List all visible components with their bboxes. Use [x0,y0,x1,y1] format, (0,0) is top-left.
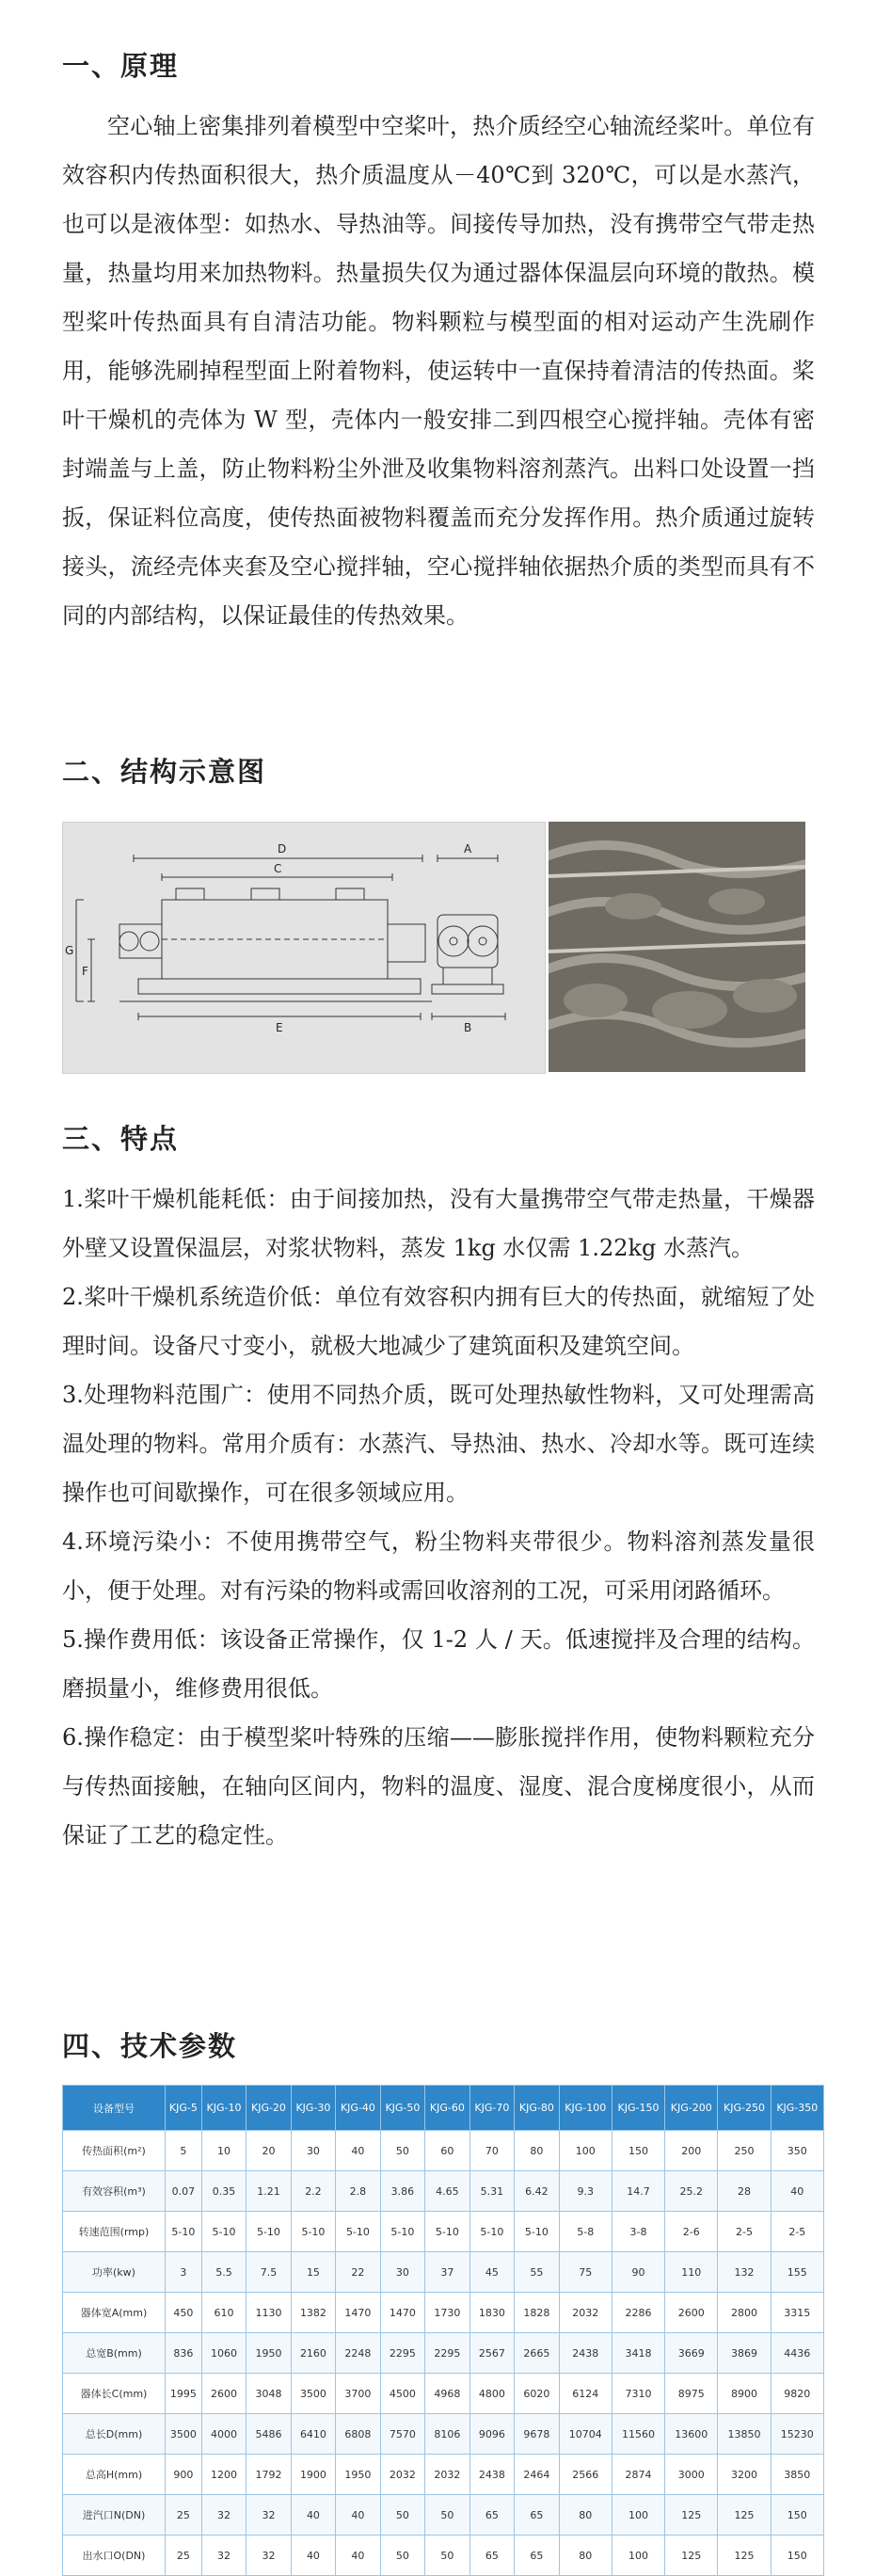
spec-cell: 4000 [201,2414,246,2455]
spec-cell: 5-10 [515,2212,559,2252]
spec-cell: 6410 [291,2414,335,2455]
spec-cell: 3 [166,2252,202,2293]
table-row [63,2455,824,2495]
spec-cell: 7310 [612,2374,664,2414]
structure-diagram [62,822,546,1074]
spec-row-label: 总长D(mm) [63,2414,166,2455]
spec-cell: 2032 [559,2293,612,2333]
spec-cell: 2566 [559,2455,612,2495]
spec-cell: 30 [380,2252,424,2293]
table-row [63,2495,824,2536]
spec-cell: 2464 [515,2455,559,2495]
spec-cell: 5 [166,2131,202,2171]
spec-cell: 40 [336,2495,380,2536]
spec-cell: 4500 [380,2374,424,2414]
spec-cell: 3000 [665,2455,718,2495]
spec-row-label: 转速范围(rmp) [63,2212,166,2252]
spec-cell: 3418 [612,2333,664,2374]
spec-cell: 2600 [665,2293,718,2333]
spec-cell: 1130 [247,2293,291,2333]
table-row [63,2171,824,2212]
spec-cell: 132 [718,2252,771,2293]
spec-cell: 45 [469,2252,514,2293]
spec-cell: 125 [718,2495,771,2536]
spec-cell: 55 [515,2252,559,2293]
spec-cell: 3048 [247,2374,291,2414]
section-title-principle: 一、原理 [62,50,180,82]
spec-cell: 2600 [201,2374,246,2414]
table-row [63,2374,824,2414]
spec-cell: 2032 [380,2455,424,2495]
spec-cell: 125 [718,2536,771,2576]
spec-row-label: 传热面积(m²) [63,2131,166,2171]
spec-cell: 1995 [166,2374,202,2414]
spec-header-model: KJG-30 [291,2086,335,2131]
spec-header-model: KJG-200 [665,2086,718,2131]
spec-cell: 3700 [336,2374,380,2414]
spec-cell: 30 [291,2131,335,2171]
spec-cell: 2438 [469,2455,514,2495]
spec-cell: 250 [718,2131,771,2171]
spec-cell: 40 [291,2536,335,2576]
spec-header-model: KJG-250 [718,2086,771,2131]
spec-cell: 100 [612,2495,664,2536]
spec-cell: 4.65 [425,2171,469,2212]
spec-cell: 2.8 [336,2171,380,2212]
spec-cell: 15230 [771,2414,823,2455]
spec-cell: 1470 [336,2293,380,2333]
spec-cell: 155 [771,2252,823,2293]
spec-cell: 32 [201,2536,246,2576]
spec-cell: 10704 [559,2414,612,2455]
section-title-features: 三、特点 [62,1123,180,1155]
spec-cell: 5.31 [469,2171,514,2212]
spec-cell: 2.2 [291,2171,335,2212]
spec-cell: 610 [201,2293,246,2333]
spec-cell: 2248 [336,2333,380,2374]
spec-cell: 0.35 [201,2171,246,2212]
spec-cell: 5-10 [247,2212,291,2252]
spec-cell: 125 [665,2536,718,2576]
spec-cell: 0.07 [166,2171,202,2212]
spec-cell: 50 [380,2536,424,2576]
spec-cell: 1.21 [247,2171,291,2212]
spec-cell: 6020 [515,2374,559,2414]
spec-cell: 4436 [771,2333,823,2374]
spec-cell: 50 [380,2495,424,2536]
dryer-schematic [63,823,545,1073]
spec-cell: 4968 [425,2374,469,2414]
spec-row-label: 器体宽A(mm) [63,2293,166,2333]
spec-cell: 65 [515,2495,559,2536]
feature-item: 1.桨叶干燥机能耗低：由于间接加热，没有大量携带空气带走热量，干燥器外壁又设置保温层，对浆状物料，蒸发 1kg 水仅需 1.22kg 水蒸汽。 [62,1186,815,1261]
spec-cell: 8106 [425,2414,469,2455]
spec-row-label: 出水口O(DN) [63,2536,166,2576]
spec-cell: 9678 [515,2414,559,2455]
spec-cell: 7.5 [247,2252,291,2293]
table-row [63,2414,824,2455]
spec-cell: 25 [166,2536,202,2576]
spec-cell: 125 [665,2495,718,2536]
spec-cell: 6.42 [515,2171,559,2212]
spec-cell: 3500 [166,2414,202,2455]
dim-label-e: E [276,1021,283,1034]
spec-cell: 3500 [291,2374,335,2414]
spec-cell: 9.3 [559,2171,612,2212]
spec-cell: 5.5 [201,2252,246,2293]
spec-header-label: 设备型号 [63,2086,166,2131]
section-title-specs: 四、技术参数 [62,2030,238,2062]
spec-cell: 350 [771,2131,823,2171]
spec-cell: 5-10 [291,2212,335,2252]
spec-cell: 1828 [515,2293,559,2333]
spec-cell: 1830 [469,2293,514,2333]
spec-header-model: KJG-10 [201,2086,246,2131]
feature-item: 4.环境污染小：不使用携带空气，粉尘物料夹带很少。物料溶剂蒸发量很小，便于处理。对有污染的物料或需回收溶剂的工况，可采用闭路循环。 [62,1528,815,1604]
spec-cell: 22 [336,2252,380,2293]
dim-label-c: C [274,862,282,875]
spec-cell: 1200 [201,2455,246,2495]
spec-table-header [63,2086,824,2131]
spec-cell: 7570 [380,2414,424,2455]
spec-row-label: 有效容积(m³) [63,2171,166,2212]
table-row [63,2131,824,2171]
spec-cell: 40 [336,2536,380,2576]
spec-cell: 450 [166,2293,202,2333]
spec-cell: 110 [665,2252,718,2293]
spec-cell: 100 [559,2131,612,2171]
spec-header-model: KJG-50 [380,2086,424,2131]
dim-label-f: F [82,965,88,978]
spec-cell: 40 [336,2131,380,2171]
spec-cell: 28 [718,2171,771,2212]
spec-cell: 5-10 [201,2212,246,2252]
dim-label-g: G [65,944,74,957]
spec-header-model: KJG-100 [559,2086,612,2131]
spec-cell: 6808 [336,2414,380,2455]
spec-cell: 4800 [469,2374,514,2414]
spec-row-label: 功率(kw) [63,2252,166,2293]
dim-label-a: A [464,842,472,856]
spec-cell: 2286 [612,2293,664,2333]
spec-cell: 5486 [247,2414,291,2455]
spec-header-model: KJG-20 [247,2086,291,2131]
spec-cell: 3869 [718,2333,771,2374]
spec-header-model: KJG-70 [469,2086,514,2131]
spec-cell: 5-10 [336,2212,380,2252]
spec-cell: 2-6 [665,2212,718,2252]
spec-cell: 65 [469,2536,514,2576]
spec-cell: 25.2 [665,2171,718,2212]
table-row [63,2293,824,2333]
spec-row-label: 进汽口N(DN) [63,2495,166,2536]
paddle-shaft-image [549,822,805,1072]
spec-cell: 150 [612,2131,664,2171]
dim-label-b: B [464,1021,472,1034]
spec-cell: 1950 [336,2455,380,2495]
spec-cell: 3.86 [380,2171,424,2212]
spec-cell: 13600 [665,2414,718,2455]
spec-cell: 32 [201,2495,246,2536]
spec-cell: 5-10 [425,2212,469,2252]
spec-cell: 80 [559,2495,612,2536]
feature-item: 2.桨叶干燥机系统造价低：单位有效容积内拥有巨大的传热面，就缩短了处理时间。设备尺寸变小，就极大地减少了建筑面积及建筑空间。 [62,1284,815,1359]
spec-header-model: KJG-150 [612,2086,664,2131]
spec-cell: 150 [771,2495,823,2536]
spec-cell: 2160 [291,2333,335,2374]
spec-header-model: KJG-80 [515,2086,559,2131]
spec-cell: 3850 [771,2455,823,2495]
spec-cell: 2874 [612,2455,664,2495]
spec-cell: 65 [469,2495,514,2536]
spec-cell: 900 [166,2455,202,2495]
section-title-structure: 二、结构示意图 [62,756,267,788]
feature-item: 5.操作费用低：该设备正常操作，仅 1-2 人 / 天。低速搅拌及合理的结构。磨损量小，维修费用很低。 [62,1626,815,1702]
spec-cell: 70 [469,2131,514,2171]
spec-cell: 1900 [291,2455,335,2495]
spec-cell: 10 [201,2131,246,2171]
feature-item: 3.处理物料范围广：使用不同热介质，既可处理热敏性物料，又可处理需高温处理的物料。常用介质有：水蒸汽、导热油、热水、冷却水等。既可连续操作也可间歇操作，可在很多领域应用。 [62,1382,815,1506]
spec-cell: 3-8 [612,2212,664,2252]
spec-cell: 1730 [425,2293,469,2333]
spec-cell: 3669 [665,2333,718,2374]
spec-cell: 50 [380,2131,424,2171]
spec-cell: 1792 [247,2455,291,2495]
spec-cell: 5-10 [166,2212,202,2252]
spec-cell: 2032 [425,2455,469,2495]
spec-cell: 5-8 [559,2212,612,2252]
table-row [63,2252,824,2293]
spec-cell: 5-10 [380,2212,424,2252]
spec-header-model: KJG-5 [166,2086,202,2131]
spec-cell: 3315 [771,2293,823,2333]
spec-header-model: KJG-60 [425,2086,469,2131]
spec-cell: 37 [425,2252,469,2293]
spec-cell: 3200 [718,2455,771,2495]
spec-row-label: 器体长C(mm) [63,2374,166,2414]
spec-cell: 80 [515,2131,559,2171]
spec-cell: 65 [515,2536,559,2576]
spec-cell: 40 [291,2495,335,2536]
spec-cell: 200 [665,2131,718,2171]
spec-cell: 90 [612,2252,664,2293]
spec-cell: 2-5 [771,2212,823,2252]
spec-cell: 1950 [247,2333,291,2374]
spec-cell: 2-5 [718,2212,771,2252]
dim-label-d: D [278,842,287,856]
spec-cell: 75 [559,2252,612,2293]
spec-cell: 11560 [612,2414,664,2455]
spec-cell: 5-10 [469,2212,514,2252]
spec-cell: 13850 [718,2414,771,2455]
spec-cell: 8900 [718,2374,771,2414]
spec-cell: 100 [612,2536,664,2576]
spec-cell: 2438 [559,2333,612,2374]
table-row [63,2212,824,2252]
spec-header-model: KJG-40 [336,2086,380,2131]
principle-paragraph: 空心轴上密集排列着模型中空桨叶，热介质经空心轴流经桨叶。单位有效容积内传热面积很大，热介质温度从－40℃到 320℃，可以是水蒸汽，也可以是液体型：如热水、导热油等。间接传导加热，没有携带空气带走热量，热量均用来加热物料。热量损失仅为通过器体保温层向环境的散热。模型桨叶传热面具有自清洁功能。物料颗粒与模型面的相对运动产生洗刷作用，能够洗刷掉程型面上附着物料，使运转中一直保持着清洁的传热面。桨叶干燥机的壳体为 W 型，壳体内一般安排二到四根空心搅拌轴。壳体有密封端盖与上盖，防止物料粉尘外泄及收集物料溶剂蒸汽。出料口处设置一挡扳，保证料位高度，使传热面被物料覆盖而充分发挥作用。热介质通过旋转接头，流经壳体夹套及空心搅拌轴，空心搅拌轴依据热介质的类型而具有不同的内部结构，以保证最佳的传热效果。 [62,113,815,629]
spec-cell: 40 [771,2171,823,2212]
spec-cell: 8975 [665,2374,718,2414]
spec-cell: 2295 [425,2333,469,2374]
table-row [63,2333,824,2374]
spec-cell: 15 [291,2252,335,2293]
spec-row-label: 总宽B(mm) [63,2333,166,2374]
spec-header-model: KJG-350 [771,2086,823,2131]
spec-cell: 6124 [559,2374,612,2414]
spec-cell: 2800 [718,2293,771,2333]
spec-cell: 836 [166,2333,202,2374]
spec-cell: 50 [425,2495,469,2536]
spec-cell: 32 [247,2495,291,2536]
spec-cell: 1060 [201,2333,246,2374]
spec-cell: 150 [771,2536,823,2576]
feature-item: 6.操作稳定：由于模型桨叶特殊的压缩——膨胀搅拌作用，使物料颗粒充分与传热面接触，在轴向区间内，物料的温度、湿度、混合度梯度很小，从而保证了工艺的稳定性。 [62,1724,815,1848]
spec-cell: 32 [247,2536,291,2576]
spec-cell: 25 [166,2495,202,2536]
spec-cell: 60 [425,2131,469,2171]
features-list [62,1175,815,1860]
spec-row-label: 总高H(mm) [63,2455,166,2495]
spec-cell: 20 [247,2131,291,2171]
spec-cell: 2567 [469,2333,514,2374]
spec-cell: 1382 [291,2293,335,2333]
spec-cell: 9096 [469,2414,514,2455]
spec-cell: 80 [559,2536,612,2576]
spec-cell: 50 [425,2536,469,2576]
spec-cell: 1470 [380,2293,424,2333]
paddle-photo [549,822,805,1072]
spec-cell: 2295 [380,2333,424,2374]
spec-cell: 2665 [515,2333,559,2374]
table-row [63,2536,824,2576]
spec-cell: 14.7 [612,2171,664,2212]
spec-table [62,2085,824,2576]
spec-cell: 9820 [771,2374,823,2414]
